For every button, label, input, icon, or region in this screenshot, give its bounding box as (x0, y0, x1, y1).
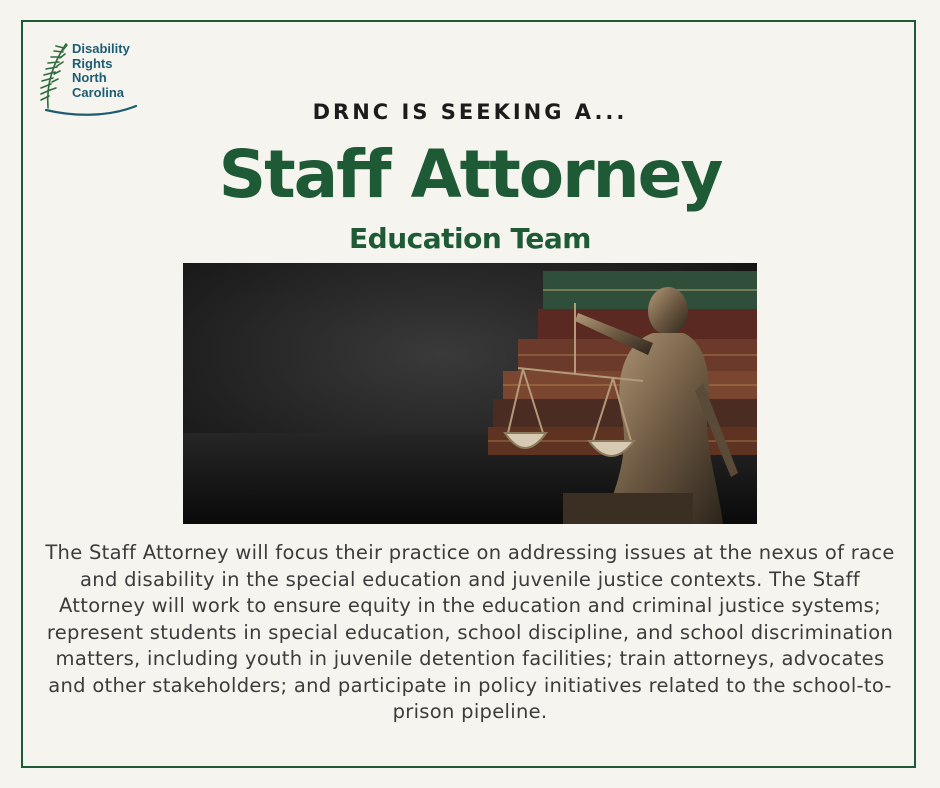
logo-line: Disability (72, 41, 130, 56)
lady-justice-photo (183, 263, 757, 524)
drnc-logo-text (72, 42, 130, 100)
team-subtitle: Education Team (349, 222, 591, 255)
job-title: Staff Attorney (218, 136, 722, 213)
logo-line: North (72, 70, 107, 85)
logo-line: Carolina (72, 84, 125, 100)
kicker-heading: DRNC IS SEEKING A... (312, 100, 628, 124)
job-description: The Staff Attorney will focus their practice on addressing issues at the nexus of race and disability in the special education and juvenile justice contexts. The Staff Attorney will work to ensure equity in the education and criminal justice systems; represent students in special education, school discipline, and school discrimination matters, including youth in juvenile detention facilities; train attorneys, advocates and other stakeholders; and participate in policy initiatives related to the school-to-prison pipeline. (45, 541, 895, 723)
logo-line: Rights (72, 55, 113, 71)
